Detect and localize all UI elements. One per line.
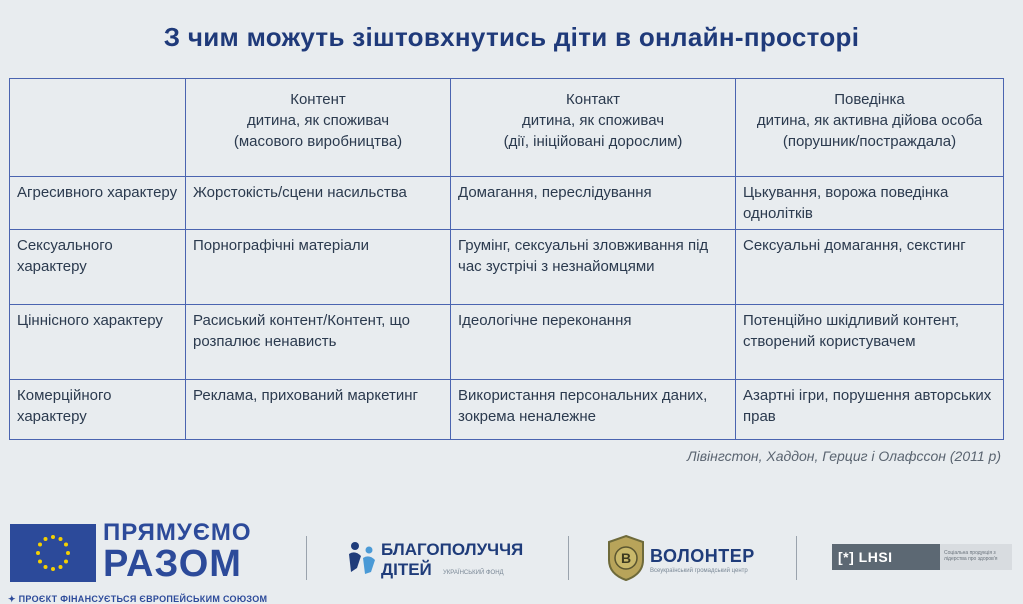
content-cell: Жорстокість/сцени насильства bbox=[186, 177, 451, 230]
blagopoluchchia-logo bbox=[345, 536, 545, 586]
logo-divider bbox=[306, 536, 307, 580]
header-behavior-title: Поведінка bbox=[834, 91, 905, 108]
volonter-logo bbox=[606, 534, 766, 586]
slide-title: З чим можуть зіштовхнутись діти в онлайн-просторі bbox=[163, 22, 860, 52]
volonter-text: ВОЛОНТЕР bbox=[650, 546, 755, 566]
logo-divider bbox=[568, 536, 569, 580]
contact-cell: Використання персональних даних, зокрема неналежне bbox=[451, 380, 736, 440]
header-cell-contact bbox=[451, 79, 736, 177]
behavior-cell: Сексуальні домагання, секстинг bbox=[736, 230, 1004, 305]
volonter-subtitle: Всеукраїнський громадський центр bbox=[650, 568, 748, 574]
risk-table bbox=[9, 78, 1004, 440]
contact-cell: Ідеологічне переконання bbox=[451, 305, 736, 380]
brand-line1: ПРЯМУЄМО bbox=[103, 519, 252, 546]
header-content-sub2: (масового виробництва) bbox=[233, 133, 403, 150]
footer bbox=[0, 510, 1023, 604]
header-contact-sub1: дитина, як споживач bbox=[521, 112, 665, 129]
behavior-cell: Азартні ігри, порушення авторських прав bbox=[736, 380, 1004, 440]
eu-funding-note: ✦ ПРОЄКТ ФІНАНСУЄТЬСЯ ЄВРОПЕЙСЬКИМ СОЮЗОМ bbox=[8, 594, 268, 604]
category-cell: Агресивного характеру bbox=[10, 177, 186, 230]
brand-line2: РАЗОМ bbox=[103, 543, 242, 585]
category-cell: Сексуального характеру bbox=[10, 230, 186, 305]
header-cell-empty bbox=[10, 79, 186, 177]
shield-badge-icon bbox=[606, 534, 646, 582]
table-row bbox=[10, 305, 1004, 380]
eu-flag-icon bbox=[10, 524, 96, 582]
blago-subtitle: УКРАЇНСЬКИЙ ФОНД bbox=[443, 570, 504, 576]
behavior-cell: Потенційно шкідливий контент, створений користувачем bbox=[736, 305, 1004, 380]
content-cell: Реклама, прихований маркетинг bbox=[186, 380, 451, 440]
content-cell: Расиський контент/Контент, що розпалює ненависть bbox=[186, 305, 451, 380]
blago-line1: БЛАГОПОЛУЧЧЯ bbox=[381, 540, 524, 559]
lhsi-subtitle: Соціальна продукція з лідерства про здоров'я bbox=[944, 550, 998, 562]
header-behavior-sub2: (порушник/постраждала) bbox=[782, 133, 957, 150]
behavior-cell: Цькування, ворожа поведінка однолітків bbox=[736, 177, 1004, 230]
category-cell: Комерційного характеру bbox=[10, 380, 186, 440]
lhsi-logo bbox=[832, 544, 1012, 570]
table-row bbox=[10, 230, 1004, 305]
header-cell-behavior bbox=[736, 79, 1004, 177]
content-cell: Порнографічні матеріали bbox=[186, 230, 451, 305]
table-row bbox=[10, 177, 1004, 230]
children-figures-icon bbox=[345, 538, 381, 578]
header-cell-content bbox=[186, 79, 451, 177]
logo-divider bbox=[796, 536, 797, 580]
contact-cell: Грумінг, сексуальні зловживання під час зустрічі з незнайомцями bbox=[451, 230, 736, 305]
brand-logo bbox=[103, 519, 252, 585]
lhsi-text: [*] LHSI bbox=[832, 544, 940, 570]
citation: Лівінгстон, Хаддон, Герциг і Олафссон (2011 р) bbox=[687, 448, 1001, 464]
svg-text:B: B bbox=[620, 550, 632, 566]
table-row bbox=[10, 380, 1004, 440]
table-header-row bbox=[10, 79, 1004, 177]
header-content-title: Контент bbox=[290, 91, 346, 108]
header-contact-title: Контакт bbox=[565, 91, 620, 108]
header-content-sub1: дитина, як споживач bbox=[246, 112, 390, 129]
contact-cell: Домагання, переслідування bbox=[451, 177, 736, 230]
category-cell: Ціннісного характеру bbox=[10, 305, 186, 380]
header-contact-sub2: (дії, ініційовані дорослим) bbox=[503, 133, 683, 150]
header-behavior-sub1: дитина, як активна дійова особа bbox=[756, 112, 983, 129]
eu-note-text: ПРОЄКТ ФІНАНСУЄТЬСЯ ЄВРОПЕЙСЬКИМ СОЮЗОМ bbox=[18, 594, 268, 604]
eu-stars-icon bbox=[10, 524, 96, 582]
blago-line2: ДІТЕЙ bbox=[381, 560, 432, 579]
